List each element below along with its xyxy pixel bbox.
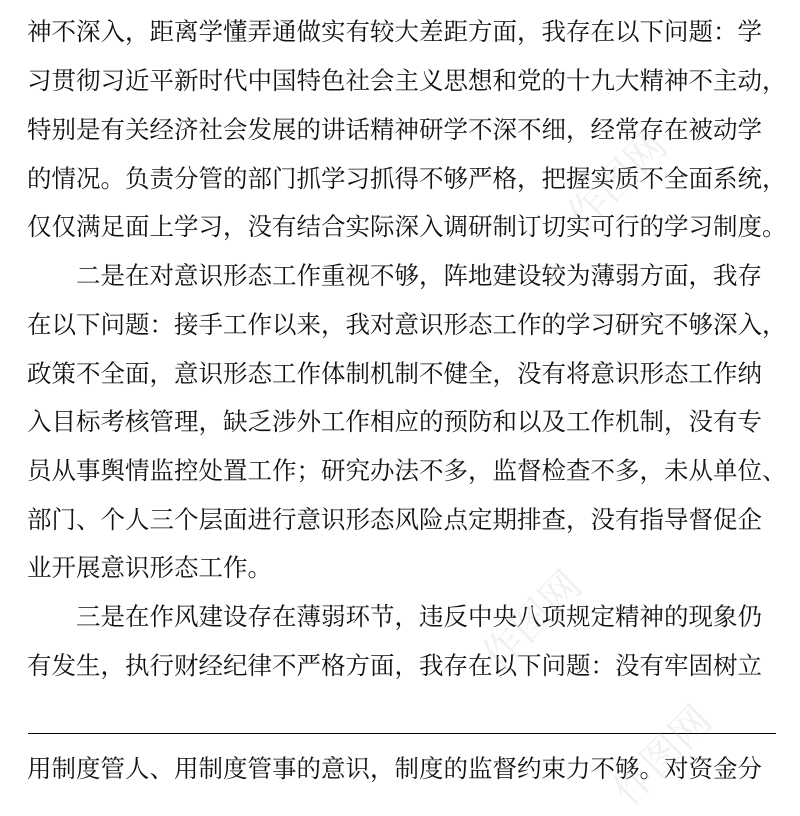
text-line: 仅仅满足面上学习，没有结合实际深入调研制订切实可行的学习制度。	[27, 212, 787, 241]
next-page-text-line: 用制度管人、用制度管事的意识，制度的监督约束力不够。对资金分	[27, 754, 762, 783]
watermark: 作图网	[603, 697, 722, 815]
paragraph-first-line: 二是在对意识形态工作重视不够，阵地建设较为薄弱方面，我存	[76, 261, 762, 290]
watermark: 作图网	[558, 122, 677, 240]
text-line: 特别是有关经济社会发展的讲话精神研学不深不细，经常存在被动学	[27, 115, 762, 144]
text-line: 习贯彻习近平新时代中国特色社会主义思想和党的十九大精神不主动，	[27, 66, 787, 95]
text-line: 员从事舆情监控处置工作；研究办法不多，监督检查不多，未从单位、	[27, 456, 787, 485]
text-line: 入目标考核管理，缺乏涉外工作相应的预防和以及工作机制，没有专	[27, 407, 762, 436]
text-line: 政策不全面，意识形态工作体制机制不健全，没有将意识形态工作纳	[27, 359, 762, 388]
text-line: 在以下问题：接手工作以来，我对意识形态工作的学习研究不够深入，	[27, 310, 787, 339]
page-break-divider	[28, 733, 776, 734]
text-line: 神不深入，距离学懂弄通做实有较大差距方面，我存在以下问题：学	[27, 17, 762, 46]
text-line: 的情况。负责分管的部门抓学习抓得不够严格，把握实质不全面系统，	[27, 164, 787, 193]
text-line: 有发生，执行财经纪律不严格方面，我存在以下问题：没有牢固树立	[27, 651, 762, 680]
paragraph-first-line: 三是在作风建设存在薄弱环节，违反中央八项规定精神的现象仍	[76, 602, 762, 631]
watermark: 作图网	[473, 562, 592, 680]
text-line: 业开展意识形态工作。	[27, 553, 272, 582]
text-line: 部门、个人三个层面进行意识形态风险点定期排查，没有指导督促企	[27, 505, 762, 534]
